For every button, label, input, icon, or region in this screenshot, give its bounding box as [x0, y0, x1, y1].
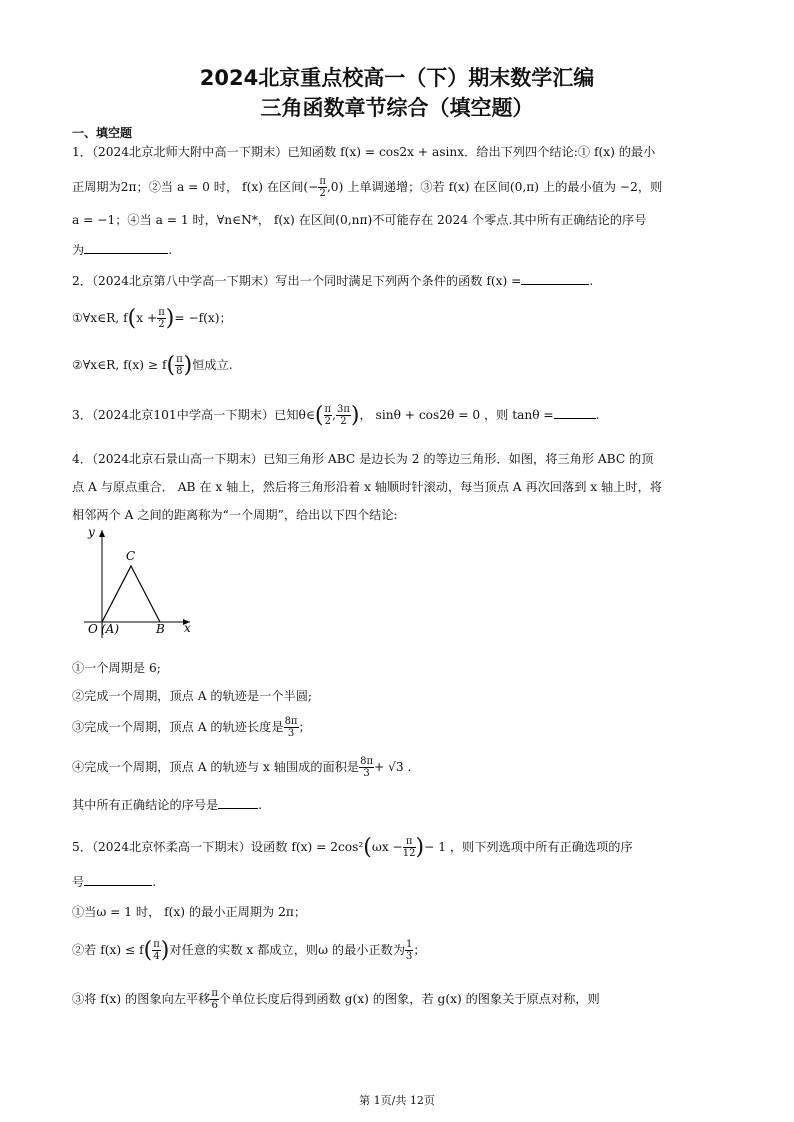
section-heading: 一、填空题 [72, 126, 133, 140]
x-plus: x + [136, 311, 158, 325]
q5-answer-blank[interactable] [84, 885, 152, 886]
q5-option2: ②若 f(x) ≤ f( $\frac{\pi}{4}$ )对任意的实数 x 都成立，则ω 的最小正数为 $\frac{1}{3}$ ； [72, 938, 426, 963]
page-footer: 第 1页/共 12页 [359, 1094, 435, 1107]
q5-option2-b: 对任意的实数 x 都成立，则ω 的最小正数为 [169, 943, 406, 957]
q1-line2-a: 正周期为2π；②当 a = 0 时， f(x) 在区间(− [72, 180, 319, 194]
q3-c: . [595, 408, 600, 422]
q4-line2: 点 A 与原点重合． AB 在 x 轴上，然后将三角形沿着 x 轴顺时针滚动，每当顶点 A 再次回落到 x 轴上时，将 [72, 480, 662, 494]
omega-x: ωx − [371, 840, 403, 854]
frac-num: 8π [284, 716, 298, 727]
label-a: (A) [101, 622, 120, 636]
q4-line1: 4．（2024北京石景山高一下期末）已知三角形 ABC 是边长为 2 的等边三角形．如图，将三角形 ABC 的顶 [72, 452, 654, 466]
q1-line3: a = −1；④当 a = 1 时，∀n∈N*， f(x) 在区间(0,nπ)不可能存在 2024 个零点.其中所有正确结论的序号 [72, 213, 647, 227]
label-c: C [126, 549, 136, 563]
q1-line2-b: ,0) 上单调递增；③若 f(x) 在区间(0,π) 上的最小值为 −2，则 [326, 180, 663, 194]
q5-option3 [72, 988, 600, 1011]
label-y: y [88, 525, 95, 539]
q4-ask-text: 其中所有正确结论的序号是 [72, 798, 219, 812]
q4-line3: 相邻两个 A 之间的距离称为“一个周期”，给出以下四个结论: [72, 508, 398, 522]
q4-option3 [72, 716, 311, 739]
q4-option4-text: ④完成一个周期，顶点 A 的轨迹与 x 轴围成的面积是 [72, 760, 360, 774]
frac-den: 3 [287, 728, 295, 739]
q2-line1-text: 2．（2024北京第八中学高一下期末）写出一个同时满足下列两个条件的函数 f(x) = [72, 274, 522, 288]
q2-cond1-a: ①∀x∈R, f [72, 311, 128, 325]
document-subtitle: 三角函数章节综合（填空题） [260, 96, 534, 120]
q2-line1: 2．（2024北京第八中学高一下期末）写出一个同时满足下列两个条件的函数 f(x) = . [72, 274, 594, 288]
q4-option4 [72, 756, 411, 779]
q2-cond2: ②∀x∈R, f(x) ≥ f( $\frac{\pi}{8}$ )恒成立. [72, 353, 233, 378]
q5-line1-a: 5．（2024北京怀柔高一下期末）设函数 f(x) = 2cos² [72, 840, 364, 854]
q5-line1: 5．（2024北京怀柔高一下期末）设函数 f(x) = 2cos²(ωx − $\frac{\pi}{12}$ )− 1 ，则下列选项中所有正确选项的序 [72, 835, 633, 860]
frac-num: π [158, 307, 165, 318]
frac-num: π [403, 836, 416, 848]
q4-option2: ②完成一个周期，顶点 A 的轨迹是一个半圆; [72, 689, 313, 703]
frac-num: π [319, 176, 326, 187]
frac-den: 8 [176, 366, 183, 377]
q4-answer-blank[interactable] [218, 808, 258, 809]
q3-a: 3．（2024北京101中学高一下期末）已知θ∈ [72, 408, 315, 422]
q4-option4-end: + √3 . [374, 760, 412, 774]
frac-pi-over-2 [318, 176, 327, 199]
q1-answer-blank[interactable] [84, 253, 168, 254]
q4-ask [72, 796, 262, 813]
q5-option2-a: ②若 f(x) ≤ f [72, 943, 144, 957]
frac-den: 2 [158, 319, 165, 330]
frac-den: 2 [319, 188, 326, 199]
q2-answer-blank[interactable] [521, 284, 589, 285]
frac-num: π [211, 988, 218, 999]
frac-pi-over-8 [175, 354, 184, 377]
q5-option2-c: ； [413, 943, 426, 957]
q5-line2-text: 号 [72, 875, 85, 889]
frac-pi-over-2 [157, 307, 166, 330]
q3-answer-blank[interactable] [554, 418, 596, 419]
q2-cond1-b: = −f(x)； [174, 311, 232, 325]
frac-8pi-over-3 [359, 756, 374, 779]
frac-num: 3π [336, 404, 350, 415]
frac-3pi-over-2 [336, 404, 351, 427]
q2-cond2-b: 恒成立. [192, 358, 233, 372]
q4-option1: ①一个周期是 6; [72, 661, 161, 675]
frac-den: 3 [406, 951, 413, 962]
frac-den: 4 [153, 951, 160, 962]
frac-den: 12 [402, 848, 416, 859]
y-axis-arrow [99, 530, 105, 537]
q5-option1: ①当ω = 1 时， f(x) 的最小正周期为 2π； [72, 905, 307, 919]
frac-den: 3 [363, 768, 370, 779]
frac-num: 8π [360, 756, 374, 767]
q2-cond1: ①∀x∈R, f(x + $\frac{\pi}{2}$ )= −f(x)； [72, 306, 232, 331]
q5-option3-b: 个单位长度后得到函数 g(x) 的图象，若 g(x) 的图象关于原点对称，则 [218, 992, 600, 1006]
frac-num: π [176, 354, 183, 365]
frac-pi-over-4 [152, 939, 161, 962]
q4-ask-end: . [258, 798, 263, 812]
q2-cond2-a: ②∀x∈R, f(x) ≥ f [72, 358, 167, 372]
frac-num: π [324, 404, 332, 415]
frac-pi-over-6 [210, 988, 219, 1011]
q5-option3-a: ③将 f(x) 的图象向左平移 [72, 992, 211, 1006]
frac-den: 2 [340, 416, 347, 427]
frac-pi-over-12 [403, 836, 416, 859]
q1-line2 [72, 176, 662, 199]
frac-num: π [153, 939, 160, 950]
triangle-figure [78, 522, 202, 642]
label-b: B [156, 622, 165, 636]
q1-line4-text: 为 [72, 243, 85, 257]
q1-line4: 为 . [72, 243, 173, 257]
frac-num: 1 [406, 939, 413, 950]
frac-den: 6 [211, 1000, 218, 1011]
q5-line2: 号 . [72, 875, 157, 889]
triangle-abc [102, 566, 160, 622]
q5-line1-b: − 1 ，则下列选项中所有正确选项的序 [424, 840, 633, 854]
frac-pi-over-2 [324, 404, 333, 427]
frac-den: 2 [324, 416, 331, 427]
q3-line: 3．（2024北京101中学高一下期末）已知θ∈( $\frac{\pi}{2}$ , $\frac{3\pi}{2}$ )， sinθ + cos2θ = 0 ，则 tanθ = . [72, 403, 600, 428]
q3-b: ， sinθ + cos2θ = 0 ，则 tanθ = [359, 408, 554, 422]
frac-8pi-over-3 [284, 716, 299, 739]
label-o: O [88, 622, 98, 636]
label-x: x [184, 621, 191, 635]
q4-option3-end: ； [298, 720, 311, 734]
q4-option3-text: ③完成一个周期，顶点 A 的轨迹长度是 [72, 720, 284, 734]
q1-line1: 1．（2024北京北师大附中高一下期末）已知函数 f(x) = cos2x + asinx．给出下列四个结论:① f(x) 的最小 [72, 145, 656, 159]
document-title: 2024北京重点校高一（下）期末数学汇编 [199, 66, 595, 90]
